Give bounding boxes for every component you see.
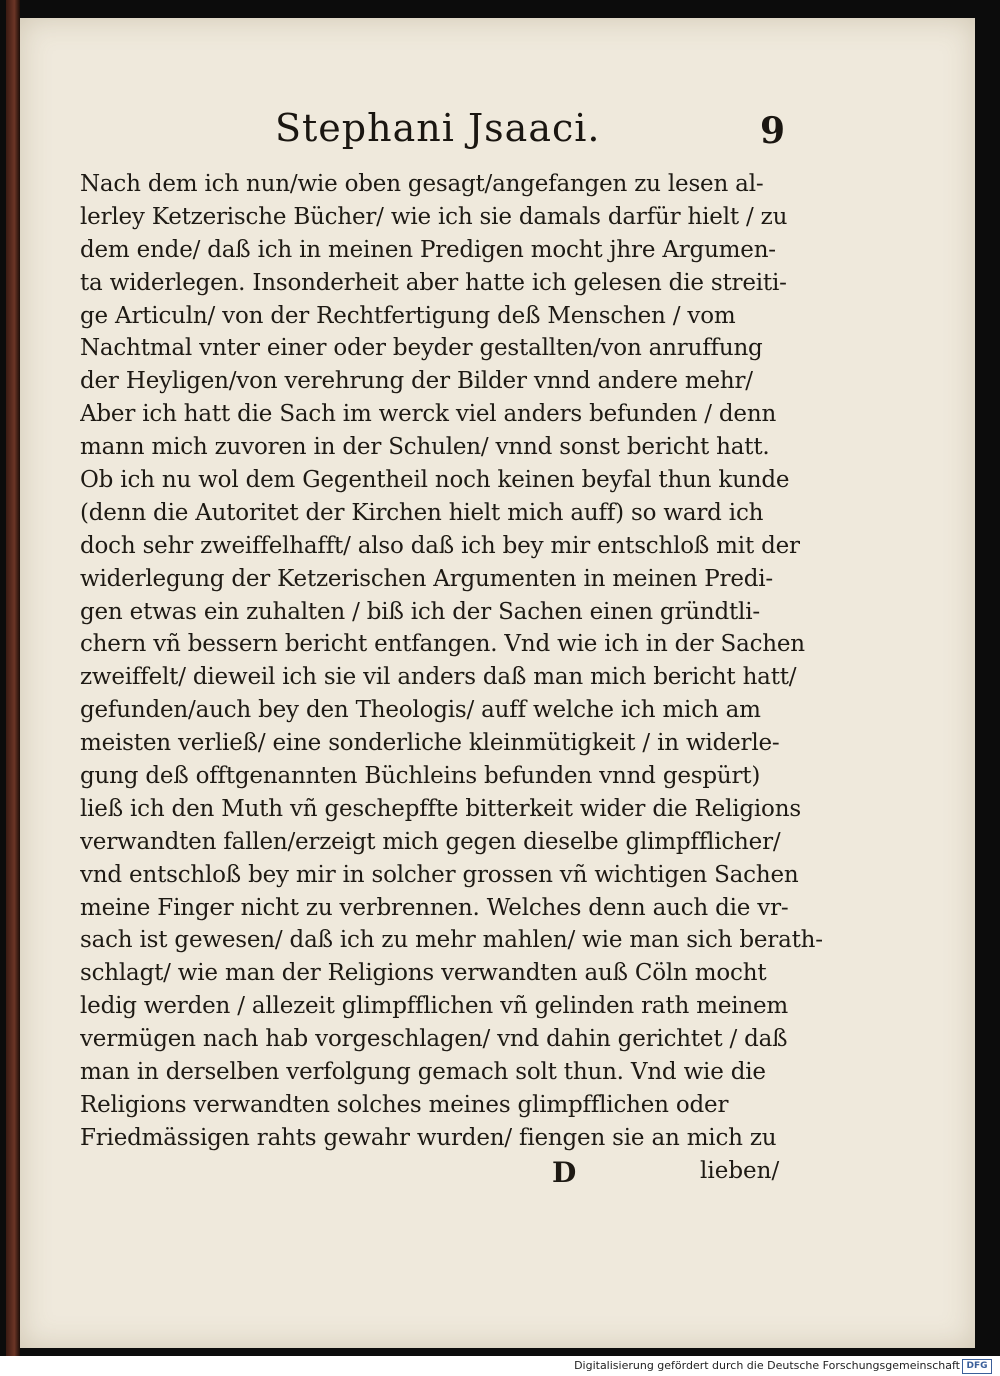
dfg-logo: DFG: [962, 1359, 992, 1374]
body-text: [80, 168, 840, 1155]
text-line: Nachtmal vnter einer oder beyder gestallten/von anruffung: [80, 335, 763, 362]
text-line: vnd entschloß bey mir in solcher grossen vñ wichtigen Sachen: [80, 861, 799, 888]
text-line: Ob ich nu wol dem Gegentheil noch keinen beyfal thun kunde: [80, 467, 790, 494]
text-line: ge Articuln/ von der Rechtfertigung deß Menschen / vom: [80, 302, 736, 329]
text-line: widerlegung der Ketzerischen Argumenten in meinen Predi-: [80, 565, 773, 592]
text-line: (denn die Autoritet der Kirchen hielt mich auff) so ward ich: [80, 499, 764, 526]
page-number: 9: [760, 110, 786, 152]
text-line: mann mich zuvoren in der Schulen/ vnnd sonst bericht hatt.: [80, 434, 770, 461]
text-line: doch sehr zweiffelhafft/ also daß ich bey mir entschloß mit der: [80, 532, 800, 559]
book-page: [20, 18, 975, 1348]
text-line: dem ende/ daß ich in meinen Predigen mocht jhre Argumen-: [80, 236, 776, 263]
text-line: chern vñ bessern bericht entfangen. Vnd wie ich in der Sachen: [80, 631, 805, 658]
page-footer: [80, 1156, 840, 1196]
text-line: Nach dem ich nun/wie oben gesagt/angefangen zu lesen al-: [80, 171, 764, 197]
credit-bar: [0, 1356, 1000, 1376]
text-line: vermügen nach hab vorgeschlagen/ vnd dahin gerichtet / daß: [80, 1026, 788, 1053]
signature-mark: D: [552, 1156, 577, 1189]
text-line: man in derselben verfolgung gemach solt thun. Vnd wie die: [80, 1059, 766, 1086]
text-line: meisten verließ/ eine sonderliche kleinmütigkeit / in widerle-: [80, 730, 780, 757]
text-line: ließ ich den Muth vñ geschepffte bitterkeit wider die Religions: [80, 795, 801, 822]
text-line: Friedmässigen rahts gewahr wurden/ fiengen sie an mich zu: [80, 1124, 777, 1151]
text-line: gung deß offtgenannten Büchleins befunden vnnd gespürt): [80, 763, 761, 790]
text-line: lerley Ketzerische Bücher/ wie ich sie damals darfür hielt / zu: [80, 203, 788, 230]
text-line: gefunden/auch bey den Theologis/ auff welche ich mich am: [80, 697, 761, 724]
credit-text: Digitalisierung gefördert durch die Deutsche Forschungsgemeinschaft: [574, 1359, 960, 1372]
page-edge: [6, 0, 20, 1356]
page-header: [20, 106, 975, 166]
text-line: ta widerlegen. Insonderheit aber hatte ich gelesen die streiti-: [80, 269, 787, 296]
text-line: sach ist gewesen/ daß ich zu mehr mahlen/ wie man sich berath-: [80, 927, 823, 954]
text-line: zweiffelt/ dieweil ich sie vil anders daß man mich bericht hatt/: [80, 664, 797, 691]
text-line: verwandten fallen/erzeigt mich gegen dieselbe glimpfflicher/: [80, 828, 781, 855]
text-line: der Heyligen/von verehrung der Bilder vnnd andere mehr/: [80, 368, 753, 395]
catchword: lieben/: [700, 1158, 780, 1184]
running-title: Stephani Jsaaci.: [275, 106, 601, 150]
text-line: gen etwas ein zuhalten / biß ich der Sachen einen gründtli-: [80, 598, 760, 625]
text-line: Aber ich hatt die Sach im werck viel anders befunden / denn: [80, 401, 777, 428]
text-line: Religions verwandten solches meines glimpfflichen oder: [80, 1091, 729, 1118]
text-line: meine Finger nicht zu verbrennen. Welches denn auch die vr-: [80, 894, 789, 921]
text-line: ledig werden / allezeit glimpfflichen vñ gelinden rath meinem: [80, 993, 789, 1020]
text-line: schlagt/ wie man der Religions verwandten auß Cöln mocht: [80, 960, 767, 987]
